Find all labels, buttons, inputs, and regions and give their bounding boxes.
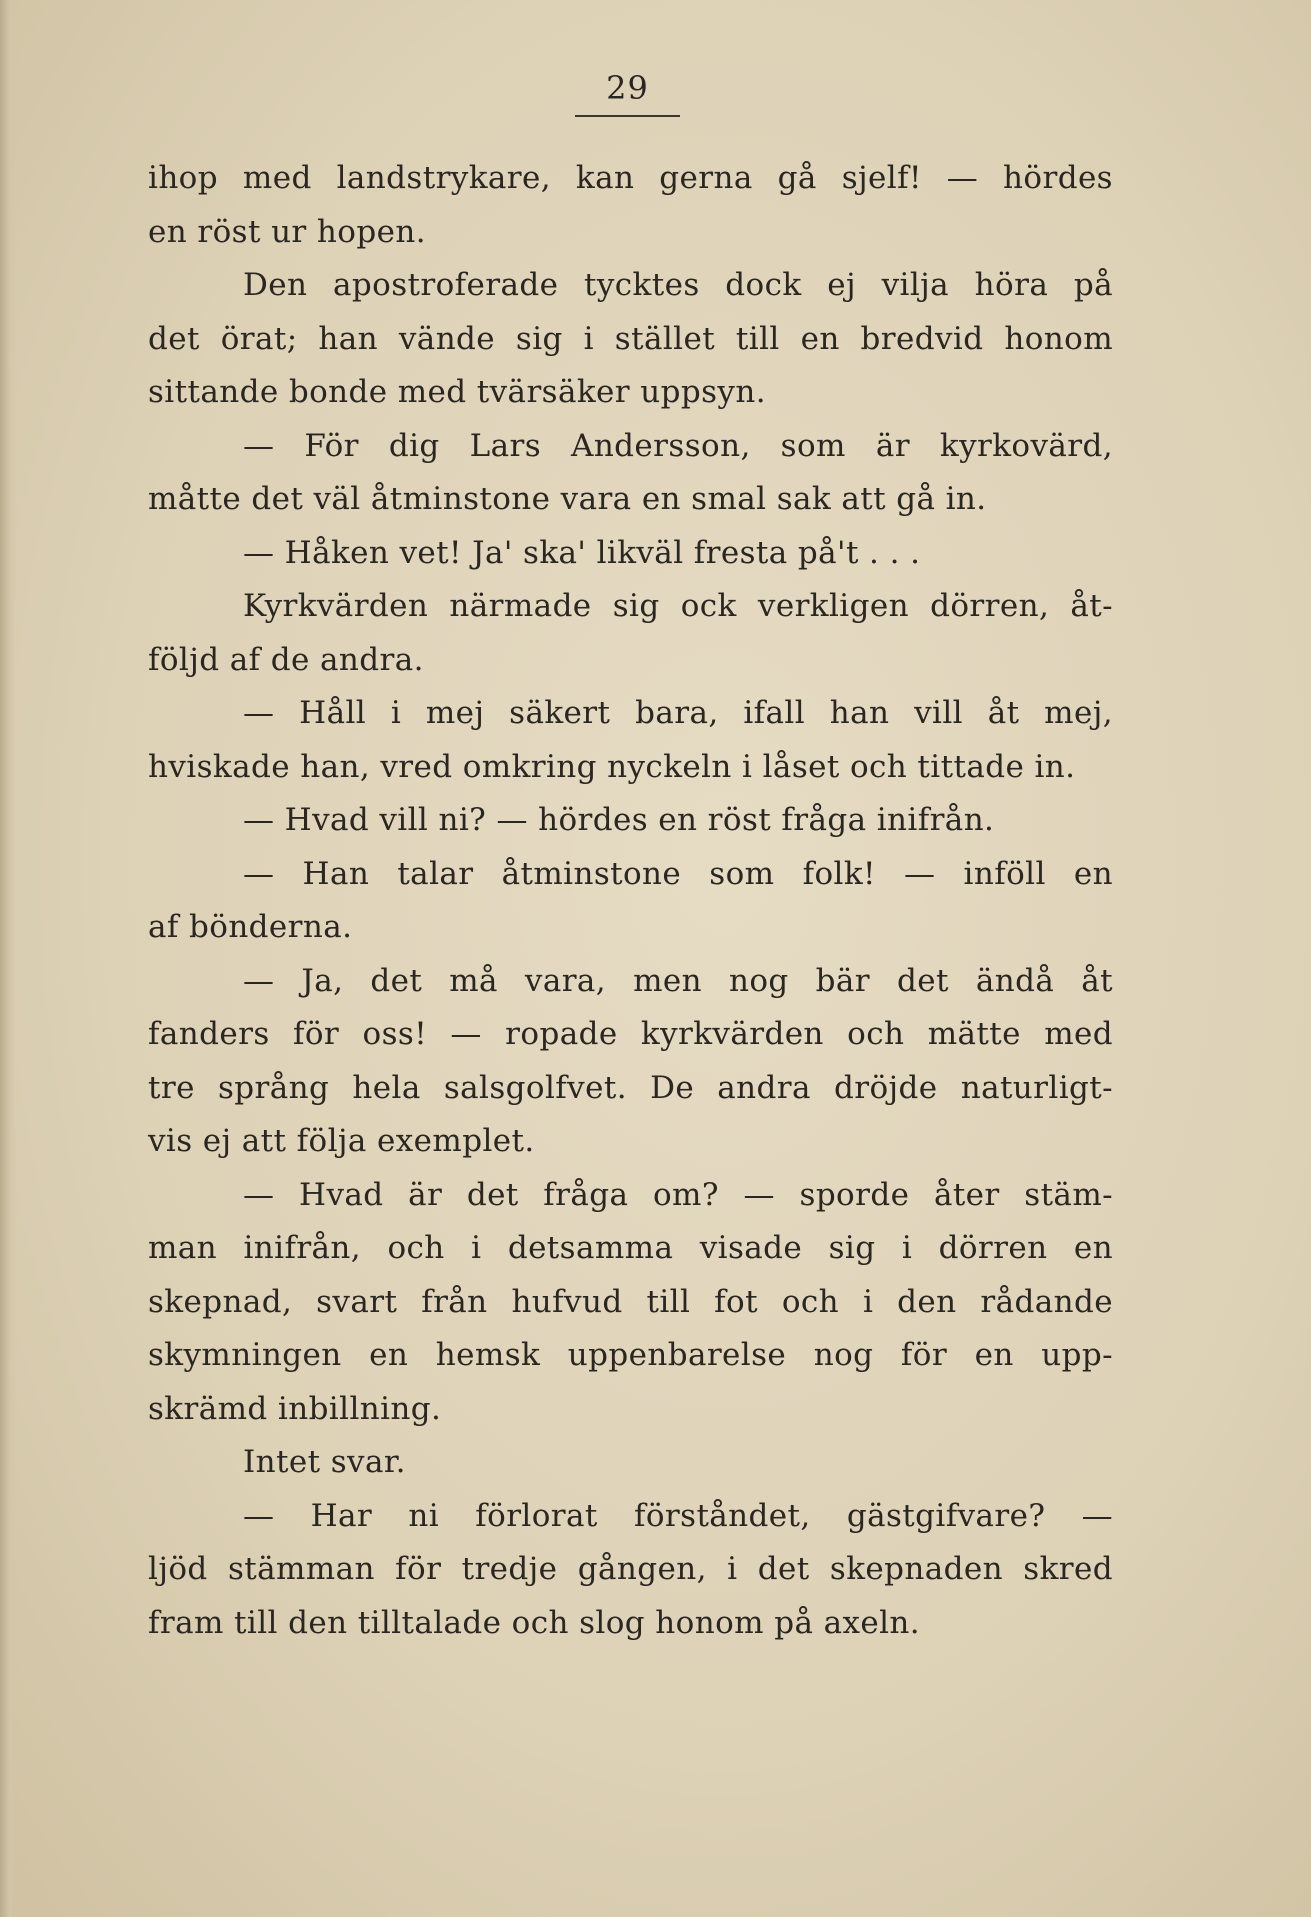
text-line: hviskade han, vred omkring nyckeln i låset och tittade in.	[148, 748, 1076, 785]
text-line: Kyrkvärden närmade sig ock verkligen dörren, åt-	[243, 588, 1113, 624]
text-line: fram till den tilltalade och slog honom på axeln.	[148, 1604, 921, 1641]
text-line: — Håll i mej säkert bara, ifall han vill åt mej,	[243, 695, 1113, 731]
text-line: skrämd inbillning.	[148, 1390, 442, 1427]
text-line: skymningen en hemsk uppenbarelse nog för en upp-	[148, 1337, 1113, 1373]
body-text	[148, 152, 1113, 1650]
text-line: — För dig Lars Andersson, som är kyrkovärd,	[243, 427, 1113, 464]
text-line: — Hvad vill ni? — hördes en röst fråga inifrån.	[243, 802, 995, 838]
text-line: ihop med landstrykare, kan gerna gå sjelf! — hördes	[148, 160, 1113, 196]
text-line: — Hvad är det fråga om? — sporde åter stäm-	[243, 1176, 1113, 1213]
page-number: 29	[606, 69, 649, 107]
text-line: af bönderna.	[148, 909, 353, 945]
text-line: — Håken vet! Ja' ska' likväl fresta på't . . .	[243, 534, 921, 571]
text-line: fanders för oss! — ropade kyrkvärden och mätte med	[148, 1016, 1113, 1052]
text-line: skepnad, svart från hufvud till fot och i den rådande	[148, 1283, 1113, 1320]
text-line: vis ej att följa exemplet.	[148, 1123, 535, 1159]
text-line: tre språng hela salsgolfvet. De andra dröjde naturligt-	[148, 1069, 1113, 1106]
text-line: man inifrån, och i detsamma visade sig i dörren en	[148, 1230, 1113, 1266]
text-line: följd af de andra.	[148, 641, 424, 678]
text-line: det örat; han vände sig i stället till en bredvid honom	[148, 320, 1113, 357]
text-line: — Har ni förlorat förståndet, gästgifvare? —	[243, 1497, 1113, 1534]
text-line: en röst ur hopen.	[148, 213, 426, 250]
text-line: — Han talar åtminstone som folk! — inföll en	[243, 855, 1113, 892]
text-line: Intet svar.	[243, 1444, 406, 1480]
page-binding-edge	[0, 0, 16, 1917]
text-line: sittande bonde med tvärsäker uppsyn.	[148, 374, 766, 410]
text-line: måtte det väl åtminstone vara en smal sak att gå in.	[148, 481, 987, 517]
text-line: — Ja, det må vara, men nog bär det ändå åt	[243, 962, 1113, 999]
text-line: ljöd stämman för tredje gången, i det skepnaden skred	[148, 1551, 1113, 1587]
text-line: Den apostroferade tycktes dock ej vilja höra på	[243, 267, 1113, 303]
page-number-underline	[575, 115, 680, 117]
